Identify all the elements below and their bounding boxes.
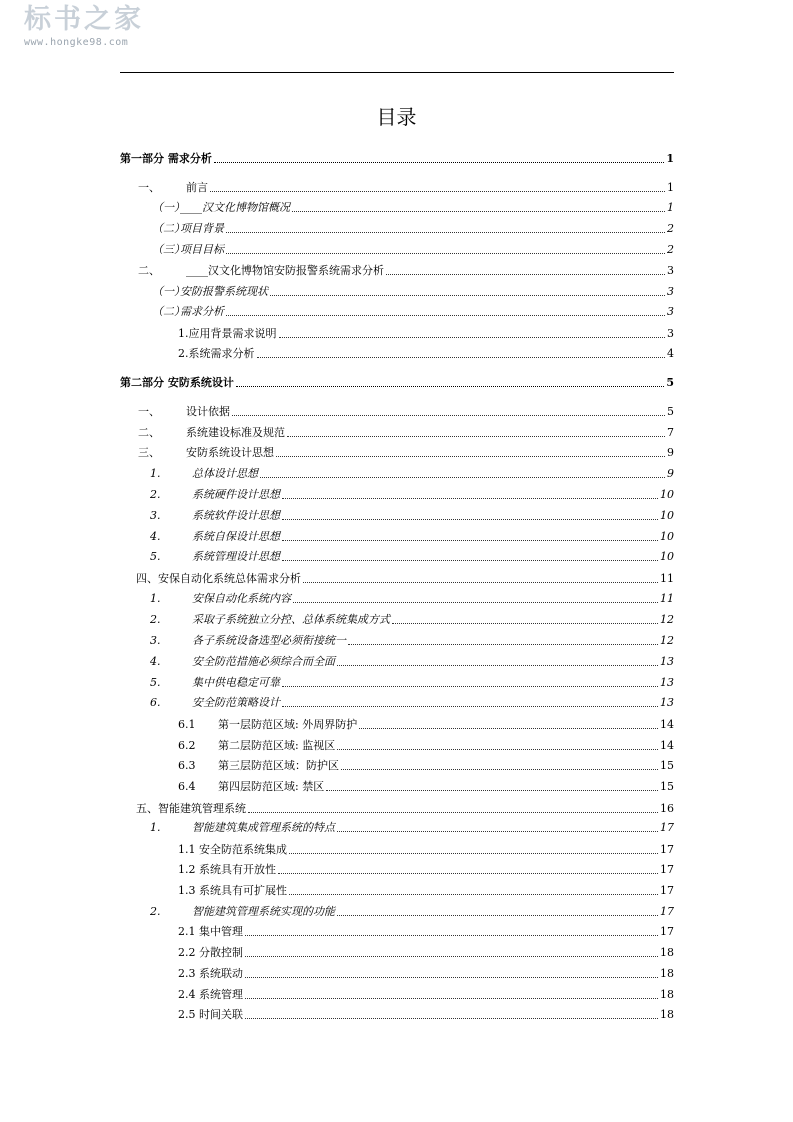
toc-entry[interactable] [120, 628, 674, 648]
toc-entry-title: 1.1 安全防范系统集成 [178, 843, 287, 856]
toc-entry-number: 3. [150, 634, 161, 647]
dot-leader [245, 956, 658, 957]
dot-leader [392, 623, 658, 624]
toc-entry-page: 18 [660, 1008, 674, 1021]
toc-entry-page: 14 [660, 718, 674, 731]
header-rule [120, 72, 674, 73]
toc-entry-page: 17 [660, 843, 674, 856]
toc-entry[interactable] [120, 837, 674, 857]
dot-leader [245, 998, 658, 999]
toc-entry[interactable] [120, 258, 674, 278]
toc-entry-number: 2. [150, 613, 161, 626]
watermark-title: 标书之家 [24, 4, 144, 35]
dot-leader [245, 935, 658, 936]
toc-entry-page: 17 [660, 884, 674, 897]
toc-entry-title: 项目目标 [180, 243, 224, 256]
dot-leader [386, 274, 665, 275]
toc-entry-number: 6.3 [178, 759, 196, 772]
toc-entry-number: 3. [150, 509, 161, 522]
toc-entry[interactable] [120, 670, 674, 690]
toc-entry[interactable] [120, 544, 674, 564]
toc-entry-page: 9 [667, 467, 674, 480]
toc-entry-page: 18 [660, 946, 674, 959]
toc-entry-title: 系统建设标准及规范 [186, 426, 285, 439]
dot-leader [282, 706, 658, 707]
toc-entry-title: 系统自保设计思想 [192, 530, 280, 543]
dot-leader [214, 162, 665, 163]
toc-entry-title: 2.2 分散控制 [178, 946, 243, 959]
toc-entry-title: 2.1 集中管理 [178, 925, 243, 938]
toc-entry[interactable] [120, 299, 674, 319]
dot-leader [326, 790, 658, 791]
toc-entry[interactable] [120, 940, 674, 960]
dot-leader [278, 873, 658, 874]
toc-entry[interactable] [120, 878, 674, 898]
toc-entry-page: 17 [660, 925, 674, 938]
toc-entry[interactable] [120, 690, 674, 710]
toc-entry-number: 6. [150, 696, 161, 709]
toc-entry[interactable] [120, 420, 674, 440]
toc-entry-page: 1 [667, 201, 674, 214]
dot-leader [289, 894, 658, 895]
toc-entry-page: 17 [660, 821, 674, 834]
dot-leader [282, 540, 658, 541]
toc-entry-page: 14 [660, 739, 674, 752]
toc-entry[interactable] [120, 216, 674, 236]
dot-leader [276, 456, 665, 457]
toc-entry-number: 4. [150, 530, 161, 543]
toc-entry-title: 2.系统需求分析 [178, 347, 255, 360]
toc-entry-page: 11 [660, 592, 674, 605]
toc-entry-page: 17 [660, 863, 674, 876]
dot-leader [337, 831, 658, 832]
dot-leader [337, 749, 658, 750]
toc-entry-title: 采取子系统独立分控、总体系统集成方式 [192, 613, 390, 626]
toc-entry[interactable] [120, 237, 674, 257]
toc-entry-number: 一、 [138, 405, 160, 418]
toc-entry-page: 3 [667, 327, 674, 340]
dot-leader [282, 686, 658, 687]
toc-entry-title: 系统管理设计思想 [192, 550, 280, 563]
dot-leader [293, 602, 658, 603]
toc-entry-number: 6.1 [178, 718, 196, 731]
dot-leader [210, 191, 665, 192]
dot-leader [282, 519, 658, 520]
dot-leader [287, 436, 665, 437]
toc-entry-title: ____汉文化博物馆安防报警系统需求分析 [186, 264, 384, 277]
toc-entry-title: 第一部分 需求分析 [120, 152, 212, 165]
dot-leader [289, 853, 658, 854]
toc-entry[interactable] [120, 857, 674, 877]
toc-entry-title: 智能建筑集成管理系统的特点 [192, 821, 335, 834]
toc-entry-page: 18 [660, 988, 674, 1001]
toc-entry-number: （二） [152, 305, 185, 318]
toc-entry[interactable] [120, 649, 674, 669]
toc-entry-page: 3 [667, 285, 674, 298]
toc-entry[interactable] [120, 524, 674, 544]
toc-entry-number: 1. [150, 467, 161, 480]
toc-entry[interactable] [120, 279, 674, 299]
toc-entry-number: （三） [152, 243, 185, 256]
watermark-url: www.hongke98.com [24, 37, 129, 48]
toc-entry-title: 2.5 时间关联 [178, 1008, 243, 1021]
dot-leader [279, 337, 666, 338]
toc-entry[interactable] [120, 796, 674, 816]
toc-entry-number: 1. [150, 821, 161, 834]
dot-leader [292, 211, 665, 212]
toc-entry-page: 10 [660, 550, 674, 563]
toc-entry-page: 4 [667, 347, 674, 360]
toc-entry-number: 6.2 [178, 739, 196, 752]
watermark-logo [24, 4, 164, 48]
toc-entry-page: 16 [660, 802, 674, 815]
toc-entry-title: 四、安保自动化系统总体需求分析 [136, 572, 301, 585]
toc-entry-title: 第二部分 安防系统设计 [120, 376, 234, 389]
dot-leader [337, 915, 658, 916]
dot-leader [348, 644, 658, 645]
toc-entry[interactable] [120, 566, 674, 586]
toc-entry[interactable] [120, 753, 674, 773]
toc-entry-title: 总体设计思想 [192, 467, 258, 480]
dot-leader [359, 728, 658, 729]
dot-leader [248, 812, 658, 813]
toc-entry-number: 4. [150, 655, 161, 668]
dot-leader [341, 769, 658, 770]
toc-entry-page: 13 [660, 696, 674, 709]
toc-entry-number: 5. [150, 550, 161, 563]
toc-entry-number: 2. [150, 905, 161, 918]
toc-entry[interactable] [120, 175, 674, 195]
toc-entry[interactable] [120, 1002, 674, 1022]
toc-entry-page: 13 [660, 676, 674, 689]
toc-entry-title: 需求分析 [180, 305, 224, 318]
toc-entry-title: 2.3 系统联动 [178, 967, 243, 980]
toc-entry-page: 10 [660, 530, 674, 543]
dot-leader [260, 477, 665, 478]
toc-entry-title: 安全防范策略设计 [192, 696, 280, 709]
toc-entry-title: 前言 [186, 181, 208, 194]
toc-entry[interactable] [120, 440, 674, 460]
toc-title: 目录 [376, 105, 417, 129]
toc-entry[interactable] [120, 712, 674, 732]
toc-entry-title: 各子系统设备选型必须衔接统一 [192, 634, 346, 647]
toc-entry-title: 安保自动化系统内容 [192, 592, 291, 605]
toc-entry-title: 1.3 系统具有可扩展性 [178, 884, 287, 897]
toc-entry[interactable] [120, 586, 674, 606]
toc-entry[interactable] [120, 195, 674, 215]
dot-leader [282, 498, 658, 499]
toc-entry-title: 第四层防范区域: 禁区 [218, 780, 325, 793]
toc-entry-page: 1 [667, 181, 674, 194]
toc-entry-title: 系统软件设计思想 [192, 509, 280, 522]
toc-entry[interactable] [120, 774, 674, 794]
dot-leader [282, 560, 658, 561]
toc-entry-number: 三、 [138, 446, 160, 459]
toc-entry-title: 第一层防范区域: 外周界防护 [218, 718, 358, 731]
toc-entry-page: 3 [667, 264, 674, 277]
toc-entry[interactable] [120, 482, 674, 502]
toc-entry-number: 1. [150, 592, 161, 605]
toc-entry-title: 智能建筑管理系统实现的功能 [192, 905, 335, 918]
toc-entry[interactable] [120, 461, 674, 481]
toc-entry-page: 17 [660, 905, 674, 918]
toc-entry-page: 1 [666, 152, 674, 165]
toc-entry-page: 5 [667, 405, 674, 418]
toc-entry[interactable] [120, 919, 674, 939]
toc-entry-number: 二、 [138, 426, 160, 439]
toc-entry[interactable] [120, 982, 674, 1002]
toc-entry-title: 第三层防范区域：防护区 [218, 759, 339, 772]
toc-entry-page: 15 [660, 780, 674, 793]
toc-entry[interactable] [120, 341, 674, 361]
toc-entry-page: 10 [660, 488, 674, 501]
toc-entry[interactable] [120, 399, 674, 419]
toc-entry[interactable] [120, 815, 674, 835]
toc-entry-number: 二、 [138, 264, 160, 277]
toc-entry-page: 3 [667, 305, 674, 318]
toc-entry-page: 10 [660, 509, 674, 522]
toc-entry[interactable] [120, 370, 674, 390]
toc-entry-title: 2.4 系统管理 [178, 988, 243, 1001]
toc-entry-title: 安防系统设计思想 [186, 446, 274, 459]
toc-entry-number: 2. [150, 488, 161, 501]
toc-entry-title: ____汉文化博物馆概况 [180, 201, 290, 214]
toc-entry-page: 13 [660, 655, 674, 668]
toc-entry-title: 系统硬件设计思想 [192, 488, 280, 501]
toc-entry[interactable] [120, 607, 674, 627]
dot-leader [245, 977, 658, 978]
dot-leader [337, 665, 658, 666]
dot-leader [232, 415, 665, 416]
toc-entry-page: 18 [660, 967, 674, 980]
dot-leader [226, 315, 665, 316]
toc-entry[interactable] [120, 503, 674, 523]
dot-leader [270, 295, 665, 296]
dot-leader [226, 253, 665, 254]
toc-entry[interactable] [120, 146, 674, 166]
toc-entry-title: 集中供电稳定可靠 [192, 676, 280, 689]
toc-entry-title: 安全防范措施必须综合而全面 [192, 655, 335, 668]
toc-entry-page: 11 [660, 572, 674, 585]
toc-entry-number: 5. [150, 676, 161, 689]
toc-entry-page: 12 [660, 613, 674, 626]
toc-entry-title: 第二层防范区域: 监视区 [218, 739, 336, 752]
dot-leader [257, 357, 666, 358]
toc-entry-title: 安防报警系统现状 [180, 285, 268, 298]
dot-leader [245, 1018, 658, 1019]
toc-entry[interactable] [120, 321, 674, 341]
toc-entry[interactable] [120, 733, 674, 753]
toc-entry[interactable] [120, 961, 674, 981]
dot-leader [303, 582, 658, 583]
toc-entry-page: 2 [667, 222, 674, 235]
toc-entry-page: 15 [660, 759, 674, 772]
dot-leader [226, 232, 665, 233]
toc-entry-number: （一） [152, 201, 185, 214]
toc-entry-title: 设计依据 [186, 405, 230, 418]
dot-leader [236, 386, 665, 387]
toc-entry-title: 项目背景 [180, 222, 224, 235]
toc-entry-page: 9 [667, 446, 674, 459]
toc-entry-number: （一） [152, 285, 185, 298]
toc-entry-number: 6.4 [178, 780, 196, 793]
toc-entry-title: 1.2 系统具有开放性 [178, 863, 276, 876]
toc-entry-page: 7 [667, 426, 674, 439]
toc-entry-page: 12 [660, 634, 674, 647]
toc-entry-page: 5 [666, 376, 674, 389]
toc-entry-number: （二） [152, 222, 185, 235]
toc-entry-title: 五、智能建筑管理系统 [136, 802, 246, 815]
toc-entry-title: 1.应用背景需求说明 [178, 327, 277, 340]
toc-entry-page: 2 [667, 243, 674, 256]
toc-entry-number: 一、 [138, 181, 160, 194]
toc-entry[interactable] [120, 899, 674, 919]
